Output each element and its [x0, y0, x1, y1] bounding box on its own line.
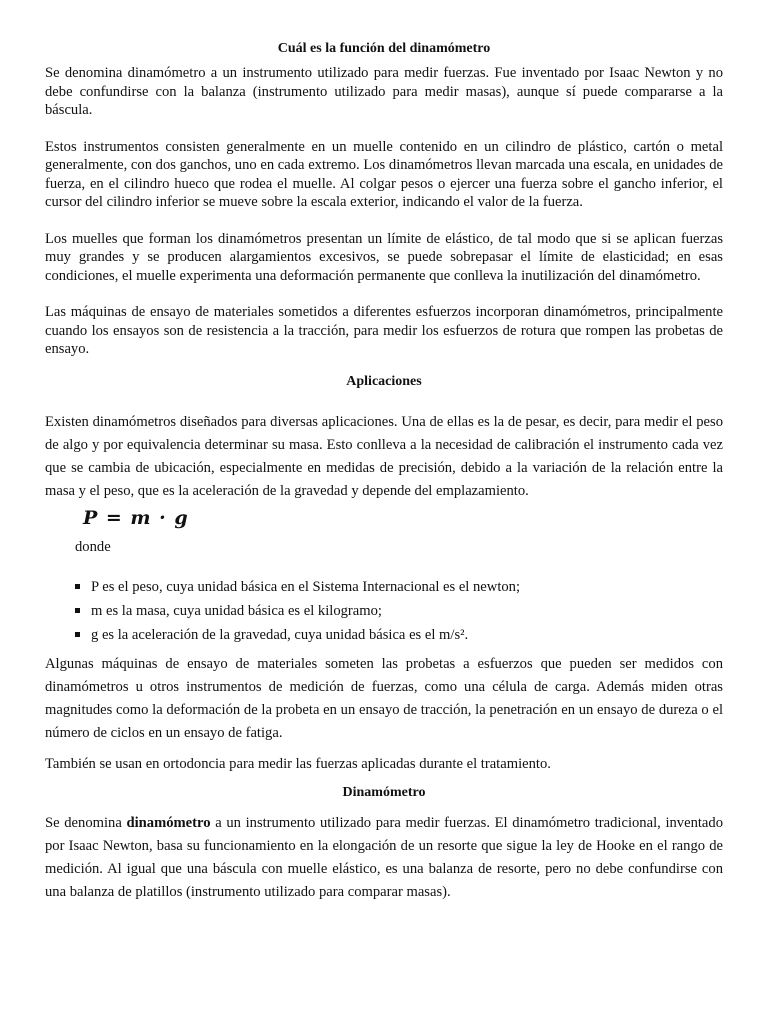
variable-description: g es la aceleración de la gravedad, cuya unidad básica es el m/s². — [91, 626, 469, 643]
bullet-icon — [75, 632, 80, 637]
document-title: Cuál es la función del dinamómetro — [277, 41, 491, 56]
bullet-icon — [75, 608, 80, 613]
formula-where-label: donde — [75, 538, 111, 555]
defined-term: dinamómetro — [126, 814, 211, 831]
definition-rest: a un instrumento utilizado para medir fuerzas. El dinamómetro tradicional, inventado por Isaac Newton, basa su funcionamiento en la elongación de un resorte que sigue la ley de Hooke en el rango de medición. Al igual que una báscula con muelle elástico, es una balanza de resorte, pero no debe confundirse con una balanza de platillos (instrumento utilizado para comparar masas). — [45, 814, 723, 900]
paragraph-testing-machines: Las máquinas de ensayo de materiales sometidos a diferentes esfuerzos incorporan dinamómetros, principalmente cuando los ensayos son de resistencia a la tracción, para medir los esfuerzos de rotura que rompen las probetas de ensayo. — [45, 304, 723, 357]
paragraph-orthodontics: También se usan en ortodoncia para medir las fuerzas aplicadas durante el tratamiento. — [45, 755, 551, 772]
paragraph-elastic-limit: Los muelles que forman los dinamómetros presentan un límite de elástico, de tal modo que si se aplican fuerzas muy grandes y se producen alargamientos excesivos, se puede sobrepasar el límite de elasticidad; en esas condiciones, el muelle experimenta una deformación permanente que conlleva la inutilización del dinamómetro. — [45, 230, 723, 284]
list-item — [75, 623, 723, 647]
list-item — [75, 575, 723, 599]
variable-description: P es el peso, cuya unidad básica en el Sistema Internacional es el newton; — [91, 578, 521, 595]
paragraph-construction: Estos instrumentos consisten generalmente en un muelle contenido en un cilindro de plástico, cartón o metal generalmente, con dos ganchos, uno en cada extremo. Los dinamómetros llevan marcada una escala, en unidades de fuerza, en el cilindro hueco que rodea el muelle. Al colgar pesos o ejercer una fuerza sobre el gancho inferior, el cursor del cilindro inferior se mueve sobre la escala exterior, indicando el valor de la fuerza. — [45, 138, 723, 210]
variable-description: m es la masa, cuya unidad básica es el kilogramo; — [91, 602, 382, 619]
paragraph-definition: Se denomina dinamómetro a un instrumento utilizado para medir fuerzas. Fue inventado por Isaac Newton y no debe confundirse con la balanza (instrumento utilizado para medir masas), aunque sí puede compararse a la báscula. — [45, 65, 723, 118]
section-heading-dinamometro: Dinamómetro — [342, 784, 426, 800]
paragraph-applications-intro: Existen dinamómetros diseñados para diversas aplicaciones. Una de ellas es la de pesar, es decir, para medir el peso de algo y por equivalencia determinar su masa. Esto conlleva a la necesidad de calibración el instrumento cada vez que se cambia de ubicación, especialmente en medidas de precisión, debido a la variación de la relación entre la masa y el peso, que es la aceleración de la gravedad y depende del emplazamiento. — [45, 413, 723, 499]
paragraph-dinamometro-definition — [45, 812, 723, 904]
document-page — [45, 40, 723, 904]
list-item — [75, 599, 723, 623]
section-heading-applications: Aplicaciones — [346, 373, 422, 389]
paragraph-testing-magnitudes: Algunas máquinas de ensayo de materiales someten las probetas a esfuerzos que pueden ser medidos con dinamómetros u otros instrumentos de medición de fuerzas, como una célula de carga. Además miden otras magnitudes como la deformación de la probeta en un ensayo de tracción, la penetración en un ensayo de dureza o el número de ciclos en un ensayo de fatiga. — [45, 655, 723, 741]
definition-lead: Se denomina — [45, 814, 127, 831]
formula-variables-list — [75, 575, 723, 647]
weight-formula: P = m · g — [83, 506, 189, 529]
bullet-icon — [75, 584, 80, 589]
